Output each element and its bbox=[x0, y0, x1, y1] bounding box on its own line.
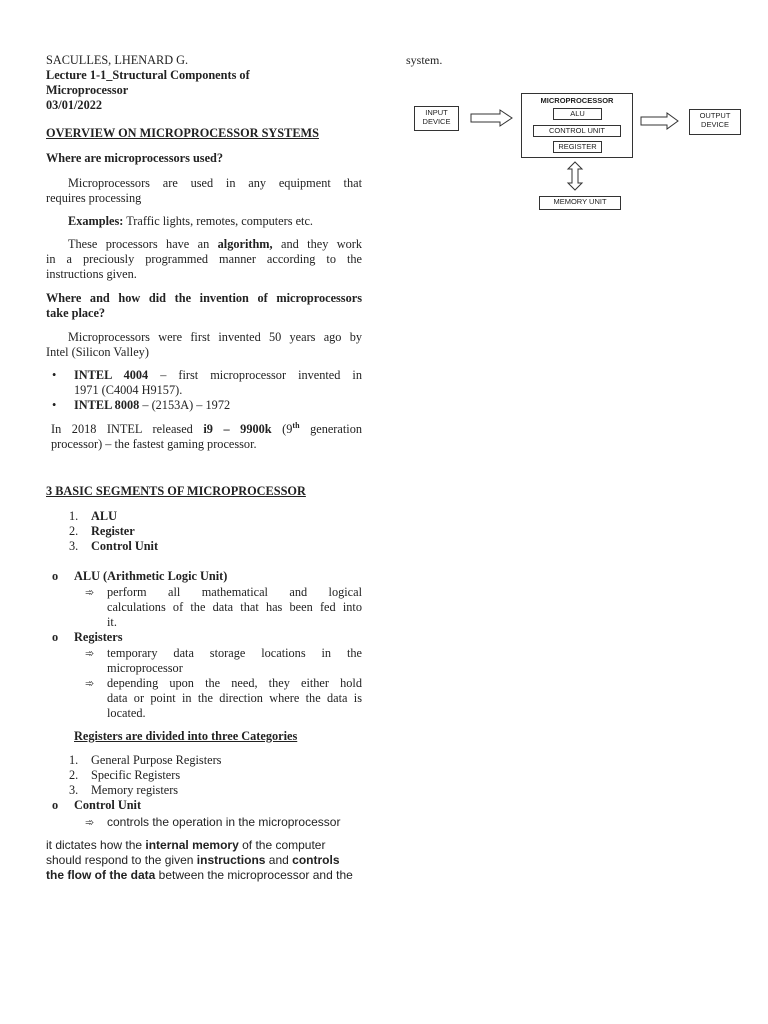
control-unit-box: CONTROL UNIT bbox=[533, 125, 621, 137]
list-item: 3. Memory registers bbox=[69, 783, 179, 797]
bullet-icon: • bbox=[52, 398, 57, 412]
alu-title: ALU (Arithmetic Logic Unit) bbox=[74, 569, 228, 583]
microprocessor-title: MICROPROCESSOR bbox=[540, 96, 614, 105]
paragraph-invented-2: Intel (Silicon Valley) bbox=[46, 345, 149, 359]
paragraph-algorithm-1: These processors have an algorithm, and they work bbox=[68, 237, 362, 251]
segments-list bbox=[46, 509, 362, 554]
memory-unit-box: MEMORY UNIT bbox=[539, 196, 621, 210]
list-item: 1. General Purpose Registers bbox=[69, 753, 222, 767]
bidirectional-arrow-icon bbox=[565, 161, 585, 191]
list-item: ➾ depending upon the need, they either hold data or point in the direction where the data is located. bbox=[85, 676, 362, 720]
arrow-bullet-icon: ➾ bbox=[85, 677, 95, 690]
arrow-bullet-icon: ➾ bbox=[85, 816, 95, 829]
segments-heading: 3 BASIC SEGMENTS OF MICROPROCESSOR bbox=[46, 484, 306, 498]
sub-bullet-icon: o bbox=[52, 798, 59, 812]
lecture-date: 03/01/2022 bbox=[46, 98, 103, 112]
sub-bullet-icon: o bbox=[52, 569, 59, 583]
paragraph-i9-1: In 2018 INTEL released i9 – 9900k (9th generation bbox=[51, 420, 362, 436]
paragraph-i9-2: processor) – the fastest gaming processor. bbox=[51, 437, 257, 451]
paragraph-usage-2: requires processing bbox=[46, 191, 142, 205]
alu-section bbox=[46, 569, 362, 584]
control-unit-title: Control Unit bbox=[74, 798, 142, 812]
registers-title: Registers bbox=[74, 630, 123, 644]
author-name: SACULLES, LHENARD G. bbox=[46, 53, 189, 67]
lecture-title: Lecture 1-1_Structural Components of Microprocessor bbox=[46, 68, 250, 97]
microprocessor-box bbox=[521, 93, 633, 158]
list-item: • INTEL 4004 – first microprocessor invented in 1971 (C4004 H9157). bbox=[52, 368, 362, 397]
paragraph-invented-1: Microprocessors were first invented 50 years ago by bbox=[68, 330, 362, 344]
paragraph-algorithm-3: instructions given. bbox=[46, 267, 137, 281]
question-invention-1: Where and how did the invention of microprocessors bbox=[46, 291, 362, 305]
register-box: REGISTER bbox=[553, 141, 602, 153]
register-categories-heading: Registers are divided into three Categories bbox=[74, 729, 298, 743]
bullet-icon: • bbox=[52, 368, 57, 382]
list-item: 3. Control Unit bbox=[69, 539, 159, 553]
list-item: ➾ perform all mathematical and logical calculations of the data that has been fed into it. bbox=[85, 585, 362, 629]
right-arrow-icon bbox=[640, 112, 680, 130]
list-item: 2. Specific Registers bbox=[69, 768, 181, 782]
arrow-bullet-icon: ➾ bbox=[85, 647, 95, 660]
paragraph-algorithm-2: in a preciously programmed manner according to the bbox=[46, 252, 362, 266]
register-categories-list bbox=[46, 753, 362, 798]
intel-bullet-list bbox=[46, 368, 362, 413]
control-unit-section bbox=[46, 798, 362, 813]
list-item: • INTEL 8008 – (2153A) – 1972 bbox=[52, 398, 231, 412]
question-invention-2: take place? bbox=[46, 306, 106, 320]
question-where-used: Where are microprocessors used? bbox=[46, 151, 224, 165]
system-continuation: system. bbox=[406, 53, 443, 67]
left-column bbox=[46, 53, 362, 883]
alu-box: ALU bbox=[553, 108, 602, 120]
input-device-box: INPUT DEVICE bbox=[414, 106, 459, 131]
registers-section bbox=[46, 630, 362, 645]
overview-heading: OVERVIEW ON MICROPROCESSOR SYSTEMS bbox=[46, 126, 319, 140]
list-item: 1. ALU bbox=[69, 509, 117, 523]
arrow-bullet-icon: ➾ bbox=[85, 586, 95, 599]
list-item: ➾ temporary data storage locations in the microprocessor bbox=[85, 646, 362, 675]
list-item: ➾ controls the operation in the microprocessor bbox=[85, 815, 341, 829]
paragraph-usage-1: Microprocessors are used in any equipment that bbox=[68, 176, 362, 190]
sub-bullet-icon: o bbox=[52, 630, 59, 644]
examples-line: Examples: Traffic lights, remotes, computers etc. bbox=[68, 214, 314, 228]
list-item: 2. Register bbox=[69, 524, 135, 538]
output-device-box: OUTPUT DEVICE bbox=[689, 109, 741, 135]
control-unit-description: it dictates how the internal memory of the computer should respond to the given instructions and controls the flow of the data between the microprocessor and the bbox=[46, 838, 353, 882]
right-arrow-icon bbox=[470, 108, 514, 128]
